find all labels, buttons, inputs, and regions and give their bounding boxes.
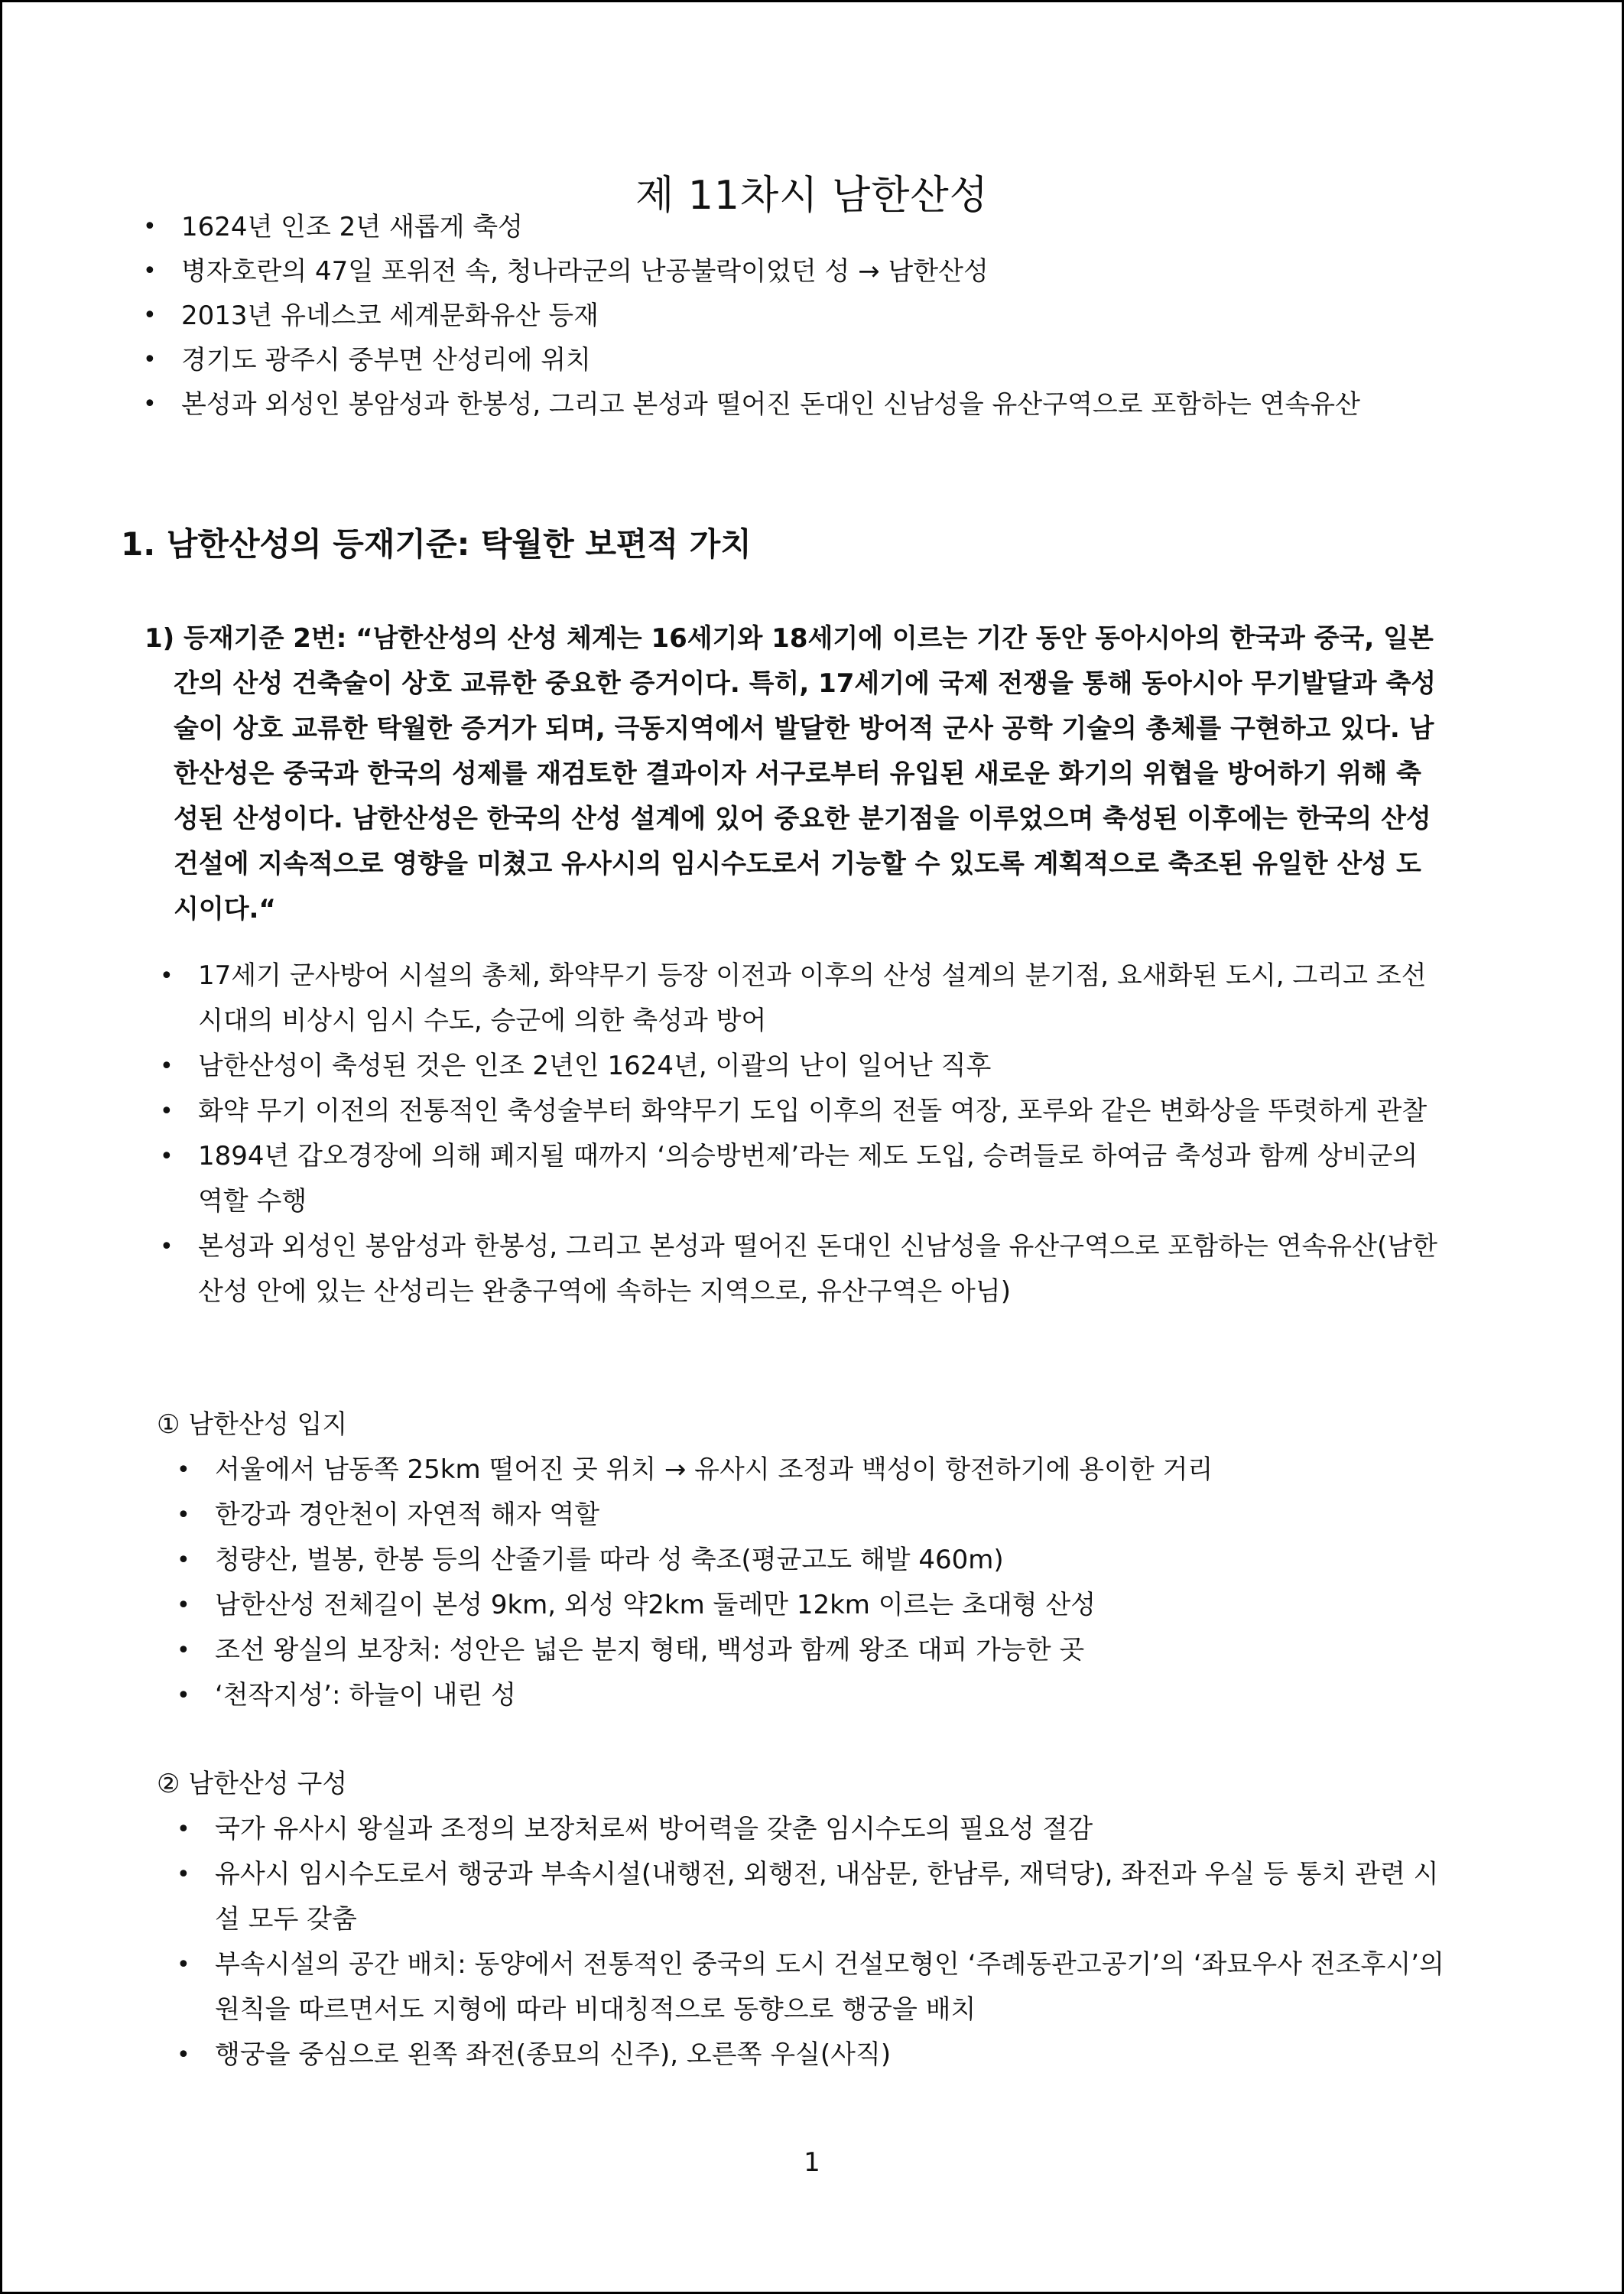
list-item: • 병자호란의 47일 포위전 속, 청나라군의 난공불락이었던 성 → 남한산성 — [138, 249, 1447, 294]
page-title: 제 11차시 남한산성 — [635, 172, 989, 219]
bullet-icon: • — [177, 1682, 190, 1709]
list-item: • 경기도 광주시 중부면 산성리에 위치 — [138, 338, 1447, 382]
bullet-icon: • — [177, 1502, 190, 1529]
bullet-icon: • — [177, 1951, 190, 1978]
criterion-text: 등재기준 2번: “남한산성의 산성 체계는 16세기와 18세기에 이르는 기간 동안 동아시아의 한국과 중국, 일본 간의 산성 건축술이 상호 교류한 중요한 증거이다. 특히, 17세기에 국제 전쟁을 통해 동아시아 무기발달과 축성술이 상호 교류한 탁월한 증거가 되며, 극동지역에서 발달한 방어적 군사 공학 기술의 총체를 구현하고 있다. 남한산성은 중국과 한국의 성제를 재검토한 결과이자 서구로부터 유입된 새로운 화기의 위협을 방어하기 위해 축성된 산성이다. 남한산성은 한국의 산성 설계에 있어 중요한 분기점을 이루었으며 축성된 이후에는 한국의 산성 건설에 지속적으로 영향을 미쳤고 유사시의 임시수도로서 기능할 수 있도록 계획적으로 축조된 유일한 산성 도시이다.“ — [174, 623, 1437, 924]
list-item: • 국가 유사시 왕실과 조정의 보장처로써 방어력을 갖춘 임시수도의 필요성 절감 — [172, 1807, 1449, 1852]
bullet-icon: • — [177, 1861, 190, 1888]
list-item: • 1624년 인조 2년 새롭게 축성 — [138, 205, 1447, 249]
bullet-icon: • — [177, 1592, 190, 1619]
bullet-icon: • — [143, 346, 157, 373]
intro-bullet-list — [138, 205, 1447, 427]
subsection-heading-structure: ② 남한산성 구성 — [157, 1769, 348, 1799]
bullet-icon: • — [177, 1637, 190, 1664]
list-item: • ‘천작지성’: 하늘이 내린 성 — [172, 1673, 1449, 1718]
list-item: • 부속시설의 공간 배치: 동양에서 전통적인 중국의 도시 건설모형인 ‘주례동관고공기’의 ‘좌묘우사 전조후시’의 원칙을 따르면서도 지형에 따라 비대칭적으로 동향으로 행궁을 배치 — [172, 1942, 1449, 2032]
bullet-icon: • — [177, 1457, 190, 1483]
bullet-icon: • — [143, 391, 157, 418]
bullet-icon: • — [143, 213, 157, 240]
bullet-icon: • — [160, 1143, 174, 1170]
bullet-icon: • — [160, 963, 174, 989]
list-item: • 조선 왕실의 보장처: 성안은 넓은 분지 형태, 백성과 함께 왕조 대피 가능한 곳 — [172, 1628, 1449, 1673]
criterion-bullet-list — [155, 954, 1447, 1314]
list-item: • 서울에서 남동쪽 25km 떨어진 곳 위치 → 유사시 조정과 백성이 항전하기에 용이한 거리 — [172, 1448, 1449, 1493]
list-item: • 본성과 외성인 봉암성과 한봉성, 그리고 본성과 떨어진 돈대인 신남성을 유산구역으로 포함하는 연속유산 — [138, 382, 1447, 427]
list-item: • 행궁을 중심으로 왼쪽 좌전(종묘의 신주), 오른쪽 우실(사직) — [172, 2032, 1449, 2078]
section-heading: 1. 남한산성의 등재기준: 탁월한 보편적 가치 — [121, 525, 752, 563]
page-number: 1 — [804, 2147, 820, 2178]
bullet-icon: • — [160, 1233, 174, 1260]
list-item: • 17세기 군사방어 시설의 총체, 화약무기 등장 이전과 이후의 산성 설계의 분기점, 요새화된 도시, 그리고 조선시대의 비상시 임시 수도, 승군에 의한 축성과 방어 — [155, 954, 1447, 1044]
list-item: • 유사시 임시수도로서 행궁과 부속시설(내행전, 외행전, 내삼문, 한남루, 재덕당), 좌전과 우실 등 통치 관련 시설 모두 갖춤 — [172, 1852, 1449, 1942]
criterion-number: 1) — [145, 623, 175, 654]
list-item: • 2013년 유네스코 세계문화유산 등재 — [138, 294, 1447, 338]
list-item: • 남한산성 전체길이 본성 9km, 외성 약2km 둘레만 12km 이르는 초대형 산성 — [172, 1583, 1449, 1628]
list-item: • 1894년 갑오경장에 의해 폐지될 때까지 ‘의승방번제’라는 제도 도입, 승려들로 하여금 축성과 함께 상비군의 역할 수행 — [155, 1134, 1447, 1224]
structure-bullet-list — [172, 1807, 1449, 2078]
bullet-icon: • — [177, 2042, 190, 2068]
bullet-icon: • — [160, 1098, 174, 1125]
subsection-heading-location: ① 남한산성 입지 — [157, 1409, 348, 1440]
list-item: • 본성과 외성인 봉암성과 한봉성, 그리고 본성과 떨어진 돈대인 신남성을 유산구역으로 포함하는 연속유산(남한산성 안에 있는 산성리는 완충구역에 속하는 지역으로, 유산구역은 아님) — [155, 1224, 1447, 1314]
bullet-icon: • — [160, 1053, 174, 1080]
bullet-icon: • — [177, 1816, 190, 1843]
criterion-quote — [145, 616, 1437, 932]
bullet-icon: • — [177, 1547, 190, 1574]
list-item: • 청량산, 벌봉, 한봉 등의 산줄기를 따라 성 축조(평균고도 해발 460m) — [172, 1538, 1449, 1583]
bullet-icon: • — [143, 302, 157, 329]
list-item: • 화약 무기 이전의 전통적인 축성술부터 화약무기 도입 이후의 전돌 여장, 포루와 같은 변화상을 뚜렷하게 관찰 — [155, 1089, 1447, 1134]
bullet-icon: • — [143, 258, 157, 284]
list-item: • 한강과 경안천이 자연적 해자 역할 — [172, 1493, 1449, 1538]
list-item: • 남한산성이 축성된 것은 인조 2년인 1624년, 이괄의 난이 일어난 직후 — [155, 1044, 1447, 1089]
location-bullet-list — [172, 1448, 1449, 1718]
